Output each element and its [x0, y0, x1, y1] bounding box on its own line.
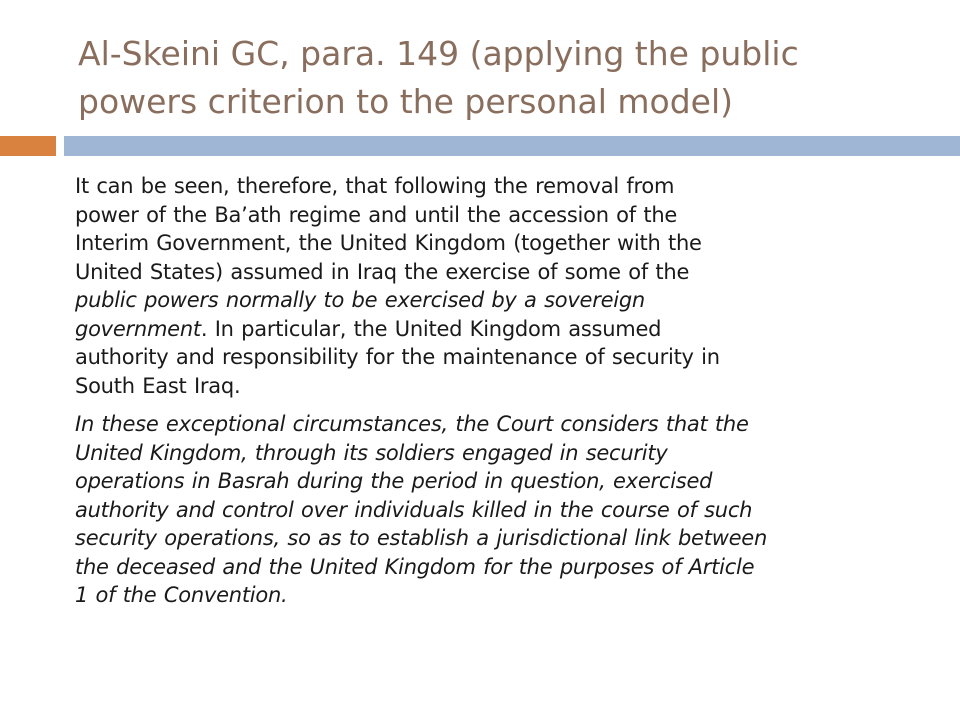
- title-line-2: powers criterion to the personal model): [78, 82, 734, 121]
- para2-line-2: United Kingdom, through its soldiers engaged in security: [75, 440, 668, 465]
- slide-body: [75, 172, 935, 610]
- para1-line-5: [75, 286, 935, 315]
- para1-line-6-rest: . In particular, the United Kingdom assumed: [200, 316, 662, 341]
- para2-line-6: the deceased and the United Kingdom for the purposes of Article: [75, 554, 755, 579]
- para1-line-2: power of the Ba’ath regime and until the accession of the: [75, 202, 678, 227]
- para1-line-8: South East Iraq.: [75, 373, 241, 398]
- paragraph-spacer: [75, 400, 935, 410]
- public-powers-phrase: public powers normally to be exercised by a sovereign: [75, 288, 645, 312]
- para2-line-4: authority and control over individuals killed in the course of such: [75, 497, 753, 522]
- government-word: government: [75, 316, 201, 341]
- para2-line-7: 1 of the Convention.: [75, 583, 288, 607]
- para2-line-1: In these exceptional circumstances, the Court considers that the: [75, 412, 749, 436]
- para1-line-6: [75, 315, 935, 344]
- accent-bar-orange: [0, 136, 56, 156]
- quote-paragraph-2: [75, 410, 935, 610]
- title-line-1: Al-Skeini GC, para. 149 (applying the public: [78, 34, 799, 73]
- quote-paragraph-1: [75, 172, 935, 400]
- para1-line-7: authority and responsibility for the maintenance of security in: [75, 345, 720, 369]
- slide-title: [78, 30, 938, 126]
- accent-bar-blue: [64, 136, 960, 156]
- para1-line-1: It can be seen, therefore, that following the removal from: [75, 174, 675, 198]
- para2-line-3: operations in Basrah during the period in question, exercised: [75, 469, 713, 493]
- para2-line-5: security operations, so as to establish a jurisdictional link between: [75, 526, 768, 550]
- para1-line-4: United States) assumed in Iraq the exercise of some of the: [75, 259, 690, 284]
- para1-line-3: Interim Government, the United Kingdom (together with the: [75, 231, 702, 255]
